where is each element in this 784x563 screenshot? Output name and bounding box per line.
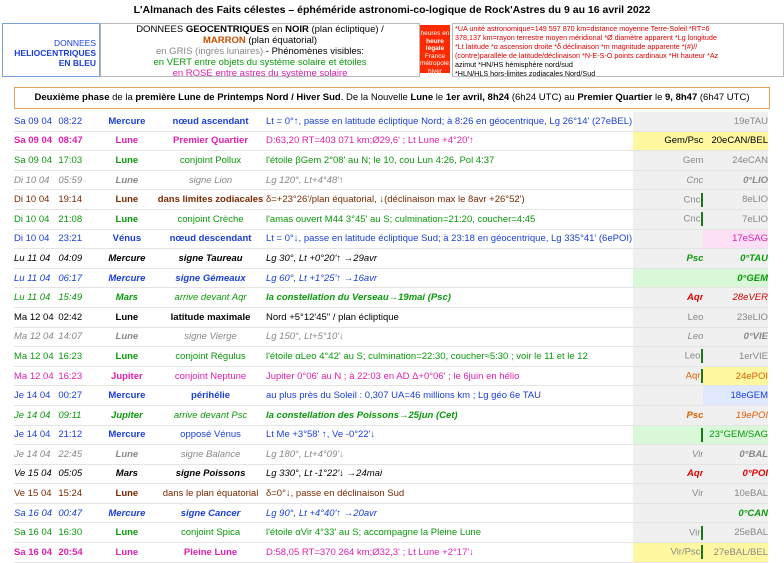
detail-cell: δ=0°↓, passe en déclinaison Sud xyxy=(266,484,633,504)
constellation-cell xyxy=(633,425,704,445)
table-row xyxy=(14,288,768,308)
body-cell: Lune xyxy=(99,170,155,190)
date-cell: Ma 12 04 xyxy=(14,307,58,327)
time-cell: 02:42 xyxy=(58,307,98,327)
constellation-label: Vir/Psc xyxy=(670,546,701,558)
detail-cell: Lt Me +3°58' ↑, Ve -0°22'↓ xyxy=(266,425,633,445)
sign-cell: 0°POI xyxy=(703,464,768,484)
event-cell: signe Cancer xyxy=(155,503,266,523)
phase-text: le xyxy=(652,92,666,103)
body-cell: Vénus xyxy=(99,229,155,249)
phase-text: (6h47 UTC) xyxy=(697,92,750,103)
detail-cell: Lt = 0°↓, passe en latitude écliptique Sud; à 23:18 en géocentrique, Lg 335°41' (6ePOI) xyxy=(266,229,633,249)
legend-text: entre astres du système solaire xyxy=(212,68,348,79)
time-cell: 16:23 xyxy=(58,347,98,367)
constellation-cell xyxy=(633,503,704,523)
time-cell: 08:22 xyxy=(58,112,98,131)
phase-text: le xyxy=(433,92,446,103)
table-row xyxy=(14,209,768,229)
event-cell: conjoint Spica xyxy=(155,523,266,543)
date-cell: Lu 11 04 xyxy=(14,249,58,269)
constellation-cell xyxy=(633,229,704,249)
body-cell: Mercure xyxy=(99,425,155,445)
date-cell: Di 10 04 xyxy=(14,190,58,210)
table-row xyxy=(14,405,768,425)
lunar-phase-banner xyxy=(14,87,770,109)
event-cell: nœud ascendant xyxy=(155,112,266,131)
constellation-cell: Gem/Psc xyxy=(633,131,704,151)
constellation-cell xyxy=(633,112,704,131)
legend-text: entre objets du système solaire et étoiles xyxy=(191,57,367,68)
date-cell: Je 14 04 xyxy=(14,405,58,425)
event-cell: signe Vierge xyxy=(155,327,266,347)
phase-text: première Lune de Printemps Nord / Hiver Sud xyxy=(135,92,341,103)
date-cell: Lu 11 04 xyxy=(14,268,58,288)
sign-cell: 27eBAL/BEL xyxy=(703,543,768,563)
legend-vert: en VERT xyxy=(153,57,192,68)
body-cell: Mercure xyxy=(99,268,155,288)
phase-text: Deuxième phase xyxy=(34,92,110,103)
time-cell: 05:59 xyxy=(58,170,98,190)
event-cell: nœud descendant xyxy=(155,229,266,249)
table-row xyxy=(14,425,768,445)
note-line: *HLN/HLS hors-limites zodiacales Nord/Sud xyxy=(455,69,596,77)
heliocentric-line3: EN BLEU xyxy=(58,58,96,68)
date-cell: Di 10 04 xyxy=(14,170,58,190)
date-cell: Sa 16 04 xyxy=(14,523,58,543)
sign-cell: 1erVIE xyxy=(703,347,768,367)
phase-text: Lune xyxy=(410,92,434,103)
marker-bar xyxy=(701,212,703,226)
legend-rose: en ROSE xyxy=(172,68,213,79)
constellation-cell: Cnc xyxy=(633,170,704,190)
time-cell: 15:49 xyxy=(58,288,98,308)
event-cell: signe Gémeaux xyxy=(155,268,266,288)
legend-geocentric: GEOCENTRIQUES xyxy=(185,24,270,35)
detail-cell: D:58,05 RT=370 264 km;Ø32,3' ; Lt Lune +2°17'↓ xyxy=(266,543,633,563)
sign-cell: 24ePOI xyxy=(703,366,768,386)
body-cell: Jupiter xyxy=(99,366,155,386)
date-cell: Je 14 04 xyxy=(14,425,58,445)
date-cell: Ve 15 04 xyxy=(14,484,58,504)
phase-text: (6h24 UTC) au xyxy=(509,92,578,103)
table-row xyxy=(14,503,768,523)
table-row xyxy=(14,249,768,269)
detail-cell: la constellation des Poissons→25jun (Cet) xyxy=(266,405,633,425)
constellation-label: Aqr xyxy=(685,370,701,382)
sign-cell: 0°GEM xyxy=(703,268,768,288)
body-cell: Lune xyxy=(99,347,155,367)
heliocentric-line1: DONNEES xyxy=(53,38,96,48)
time-cell: 06:17 xyxy=(58,268,98,288)
body-cell: Lune xyxy=(99,131,155,151)
table-row xyxy=(14,151,768,171)
detail-cell: D:63,20 RT=403 071 km;Ø29,6' ; Lt Lune +4°20'↑ xyxy=(266,131,633,151)
event-cell: conjoint Crèche xyxy=(155,209,266,229)
phase-text: 1er avril, 8h24 xyxy=(445,92,510,103)
sign-cell: 0°LIO xyxy=(703,170,768,190)
constellation-label: Cnc xyxy=(683,213,701,225)
geocentric-legend xyxy=(100,23,420,77)
legal-line: métropole: hiver xyxy=(420,60,451,75)
body-cell: Mercure xyxy=(99,249,155,269)
detail-cell: la constellation du Verseau→19mai (Psc) xyxy=(266,288,633,308)
table-row xyxy=(14,327,768,347)
event-cell: conjoint Régulus xyxy=(155,347,266,367)
sign-cell: 24eCAN xyxy=(703,151,768,171)
table-row xyxy=(14,112,768,131)
constellation-cell xyxy=(633,366,704,386)
detail-cell: l'étoile βGem 2°08' au N; le 10, cou Lun 4:26, Pol 4:37 xyxy=(266,151,633,171)
body-cell: Lune xyxy=(99,307,155,327)
date-cell: Ma 12 04 xyxy=(14,366,58,386)
constellation-cell xyxy=(633,268,704,288)
legal-line: France xyxy=(424,52,446,60)
time-cell: 09:11 xyxy=(58,405,98,425)
date-cell: Sa 09 04 xyxy=(14,151,58,171)
phase-text: . De la Nouvelle xyxy=(340,92,411,103)
constellation-cell: Vir xyxy=(633,445,704,465)
constellation-cell: Psc xyxy=(633,405,704,425)
date-cell: Sa 09 04 xyxy=(14,112,58,131)
marker-bar xyxy=(701,193,703,207)
sign-cell: 0°CAN xyxy=(703,503,768,523)
detail-cell: Nord +5°12'45" / plan écliptique xyxy=(266,307,633,327)
time-cell: 16:23 xyxy=(58,366,98,386)
detail-cell: Lg 30°, Lt +0°20'↑ →29avr xyxy=(266,249,633,269)
detail-cell: Jupiter 0°06' au N ; à 22:03 en AD Δ+0°06' ; le 6juin en hélio xyxy=(266,366,633,386)
marker-bar xyxy=(701,545,703,559)
note-line: *Lt latitude *α ascension droite *δ déclinaison *m magnitude apparente *(#)// xyxy=(455,42,698,51)
sign-cell: 19ePOI xyxy=(703,405,768,425)
date-cell: Sa 16 04 xyxy=(14,503,58,523)
table-row xyxy=(14,131,768,151)
marker-bar xyxy=(701,428,703,442)
date-cell: Sa 09 04 xyxy=(14,131,58,151)
time-cell: 14:07 xyxy=(58,327,98,347)
detail-cell: Lg 330°, Lt -1°22'↓ →24mai xyxy=(266,464,633,484)
note-line: azimut *HN/HS hémisphère nord/sud xyxy=(455,60,573,69)
sign-cell: 25eBAL xyxy=(703,523,768,543)
table-row xyxy=(14,386,768,406)
event-cell: périhélie xyxy=(155,386,266,406)
legal-line: heures en xyxy=(420,30,450,37)
time-cell: 19:14 xyxy=(58,190,98,210)
table-row xyxy=(14,268,768,288)
legal-time-badge xyxy=(420,25,451,90)
time-cell: 23:21 xyxy=(58,229,98,249)
detail-cell: l'étoile αLeo 4°42' au S; culmination=22:30, coucher≈5:30 ; voir le 11 et le 12 xyxy=(266,347,633,367)
sign-cell: 0°BAL xyxy=(703,445,768,465)
body-cell: Lune xyxy=(99,190,155,210)
constellation-label: Cnc xyxy=(683,194,701,206)
date-cell: Sa 16 04 xyxy=(14,543,58,563)
constellation-cell: Vir xyxy=(633,484,704,504)
constellation-cell: Aqr xyxy=(633,464,704,484)
time-cell: 04:09 xyxy=(58,249,98,269)
body-cell: Mercure xyxy=(99,503,155,523)
date-cell: Ma 12 04 xyxy=(14,327,58,347)
legend-text: en xyxy=(269,24,286,35)
detail-cell: Lg 120°, Lt+4°48'↑ xyxy=(266,170,633,190)
event-label: latitude maximale xyxy=(170,311,251,323)
body-cell: Lune xyxy=(99,209,155,229)
table-row xyxy=(14,347,768,367)
event-cell: signe Poissons xyxy=(155,464,266,484)
event-cell: signe Lion xyxy=(155,170,266,190)
time-cell: 05:05 xyxy=(58,464,98,484)
detail-cell: Lt = 0°↑, passe en latitude écliptique Nord; à 8:26 en géocentrique, Lg 26°14' (27eBEL) xyxy=(266,112,633,131)
date-cell: Je 14 04 xyxy=(14,386,58,406)
sign-cell: 23eLIO xyxy=(703,307,768,327)
detail-cell: Lg 90°, Lt +4°40'↑ →20avr xyxy=(266,503,633,523)
body-cell: Lune xyxy=(99,523,155,543)
event-cell: dans limites zodiacales xyxy=(155,190,266,210)
sign-cell: 18eGEM xyxy=(703,386,768,406)
abbreviation-notes xyxy=(452,23,784,77)
sign-cell: 7eLIO xyxy=(703,209,768,229)
time-cell: 00:47 xyxy=(58,503,98,523)
event-cell: arrive devant Aqr xyxy=(155,288,266,308)
time-cell: 00:27 xyxy=(58,386,98,406)
constellation-cell xyxy=(633,190,704,210)
constellation-cell xyxy=(633,209,704,229)
heliocentric-line2: HELIOCENTRIQUES xyxy=(14,48,96,58)
note-line: 378,137 km=rayon terrestre moyen méridional *Ø diamètre apparent *Lg longitude xyxy=(455,33,717,42)
body-cell: Lune xyxy=(99,327,155,347)
constellation-label: Leo xyxy=(684,350,701,362)
legend-text: (plan équatorial) xyxy=(245,35,318,46)
constellation-cell: Leo xyxy=(633,307,704,327)
marker-bar xyxy=(701,369,703,383)
body-cell: Mars xyxy=(99,464,155,484)
table-row xyxy=(14,229,768,249)
page-title: L'Almanach des Faits célestes – éphéméride astronomi-co-logique de Rock'Astres du 9 au 16 avril 2022 xyxy=(133,4,651,16)
date-cell: Di 10 04 xyxy=(14,229,58,249)
sign-cell: 0°VIE xyxy=(703,327,768,347)
table-row xyxy=(14,170,768,190)
date-cell: Lu 11 04 xyxy=(14,288,58,308)
sign-cell: 17eSAG xyxy=(703,229,768,249)
ephemeris-table xyxy=(14,112,768,563)
event-cell: signe Taureau xyxy=(155,249,266,269)
constellation-label: Vir xyxy=(688,527,701,539)
sign-cell: 0°TAU xyxy=(703,249,768,269)
table-row xyxy=(14,523,768,543)
table-row xyxy=(14,366,768,386)
body-cell: Mercure xyxy=(99,112,155,131)
time-cell: 17:03 xyxy=(58,151,98,171)
detail-cell: Lg 60°, Lt +1°25'↑ →16avr xyxy=(266,268,633,288)
body-cell: Jupiter xyxy=(99,405,155,425)
detail-cell: δ=+23°26'/plan équatorial, ↓(déclinaison max le 8avr +26°52') xyxy=(266,190,633,210)
time-cell: 20:54 xyxy=(58,543,98,563)
body-cell: Lune xyxy=(99,445,155,465)
phase-text: de la xyxy=(109,92,136,103)
legend-text: (plan écliptique) / xyxy=(308,24,384,35)
date-cell: Ma 12 04 xyxy=(14,347,58,367)
date-cell: Di 10 04 xyxy=(14,209,58,229)
constellation-cell xyxy=(633,543,704,563)
constellation-cell xyxy=(633,386,704,406)
legend-gris: en GRIS (ingrès lunaires) xyxy=(155,46,264,57)
sign-cell: 8eLIO xyxy=(703,190,768,210)
time-cell: 22:45 xyxy=(58,445,98,465)
constellation-cell: Gem xyxy=(633,151,704,171)
heliocentric-legend xyxy=(2,23,100,77)
time-cell: 15:24 xyxy=(58,484,98,504)
event-cell: Premier Quartier xyxy=(155,131,266,151)
time-cell: 16:30 xyxy=(58,523,98,543)
sign-cell: 23°GEM/SAG xyxy=(703,425,768,445)
event-cell: arrive devant Psc xyxy=(155,405,266,425)
legend-text: DONNEES xyxy=(136,24,186,35)
table-row xyxy=(14,307,768,327)
legal-line: heure légale xyxy=(425,37,445,52)
event-cell: opposé Vénus xyxy=(155,425,266,445)
table-row xyxy=(14,190,768,210)
marker-bar xyxy=(701,349,703,363)
event-cell: signe Balance xyxy=(155,445,266,465)
legend-noir: NOIR xyxy=(285,24,309,35)
event-cell: Pleine Lune xyxy=(155,543,266,563)
body-cell: Lune xyxy=(99,543,155,563)
body-cell: Mars xyxy=(99,288,155,308)
sign-cell: 20eCAN/BEL xyxy=(703,131,768,151)
body-cell: Lune xyxy=(99,484,155,504)
legend-marron: MARRON xyxy=(202,35,246,46)
body-cell: Mercure xyxy=(99,386,155,406)
time-cell: 08:47 xyxy=(58,131,98,151)
table-row xyxy=(14,543,768,563)
constellation-cell: Aqr xyxy=(633,288,704,308)
time-cell: 21:12 xyxy=(58,425,98,445)
sign-cell: 10eBAL xyxy=(703,484,768,504)
note-line: *UA unité astronomique=149 597 870 km=distance moyenne Terre-Soleil *RT=6 xyxy=(455,24,710,33)
table-row xyxy=(14,445,768,465)
sign-cell: 28eVER xyxy=(703,288,768,308)
body-cell: Lune xyxy=(99,151,155,171)
constellation-cell: Psc xyxy=(633,249,704,269)
phase-text: Premier Quartier xyxy=(577,92,653,103)
legend-text: - Phénomènes visibles: xyxy=(263,46,365,57)
detail-cell: au plus près du Soleil : 0,307 UA=46 millions km ; Lg géo 6e TAU xyxy=(266,386,633,406)
constellation-cell: Leo xyxy=(633,327,704,347)
time-cell: 21:08 xyxy=(58,209,98,229)
phase-text: 9, 8h47 xyxy=(665,92,698,103)
table-row xyxy=(14,464,768,484)
constellation-cell xyxy=(633,523,704,543)
date-cell: Ve 15 04 xyxy=(14,464,58,484)
event-cell: conjoint Neptune xyxy=(155,366,266,386)
detail-cell: l'amas ouvert M44 3°45' au S; culmination=21:20, coucher=4:45 xyxy=(266,209,633,229)
sign-cell: 19eTAU xyxy=(703,112,768,131)
constellation-cell xyxy=(633,347,704,367)
detail-cell: l'étoile αVir 4°33' au S; accompagne la Pleine Lune xyxy=(266,523,633,543)
note-line: (contre)parallèle de latitude/déclinaison *N-E-S-O points cardinaux *Ht hauteur *Az xyxy=(455,51,719,60)
legal-line: = UTC+1h xyxy=(422,75,448,90)
detail-cell: Lg 180°, Lt+4°09'↓ xyxy=(266,445,633,465)
event-cell: conjoint Pollux xyxy=(155,151,266,171)
table-row xyxy=(14,484,768,504)
event-cell xyxy=(155,307,266,327)
detail-cell: Lg 150°, Lt+5°10'↓ xyxy=(266,327,633,347)
event-cell: dans le plan équatorial xyxy=(155,484,266,504)
date-cell: Je 14 04 xyxy=(14,445,58,465)
